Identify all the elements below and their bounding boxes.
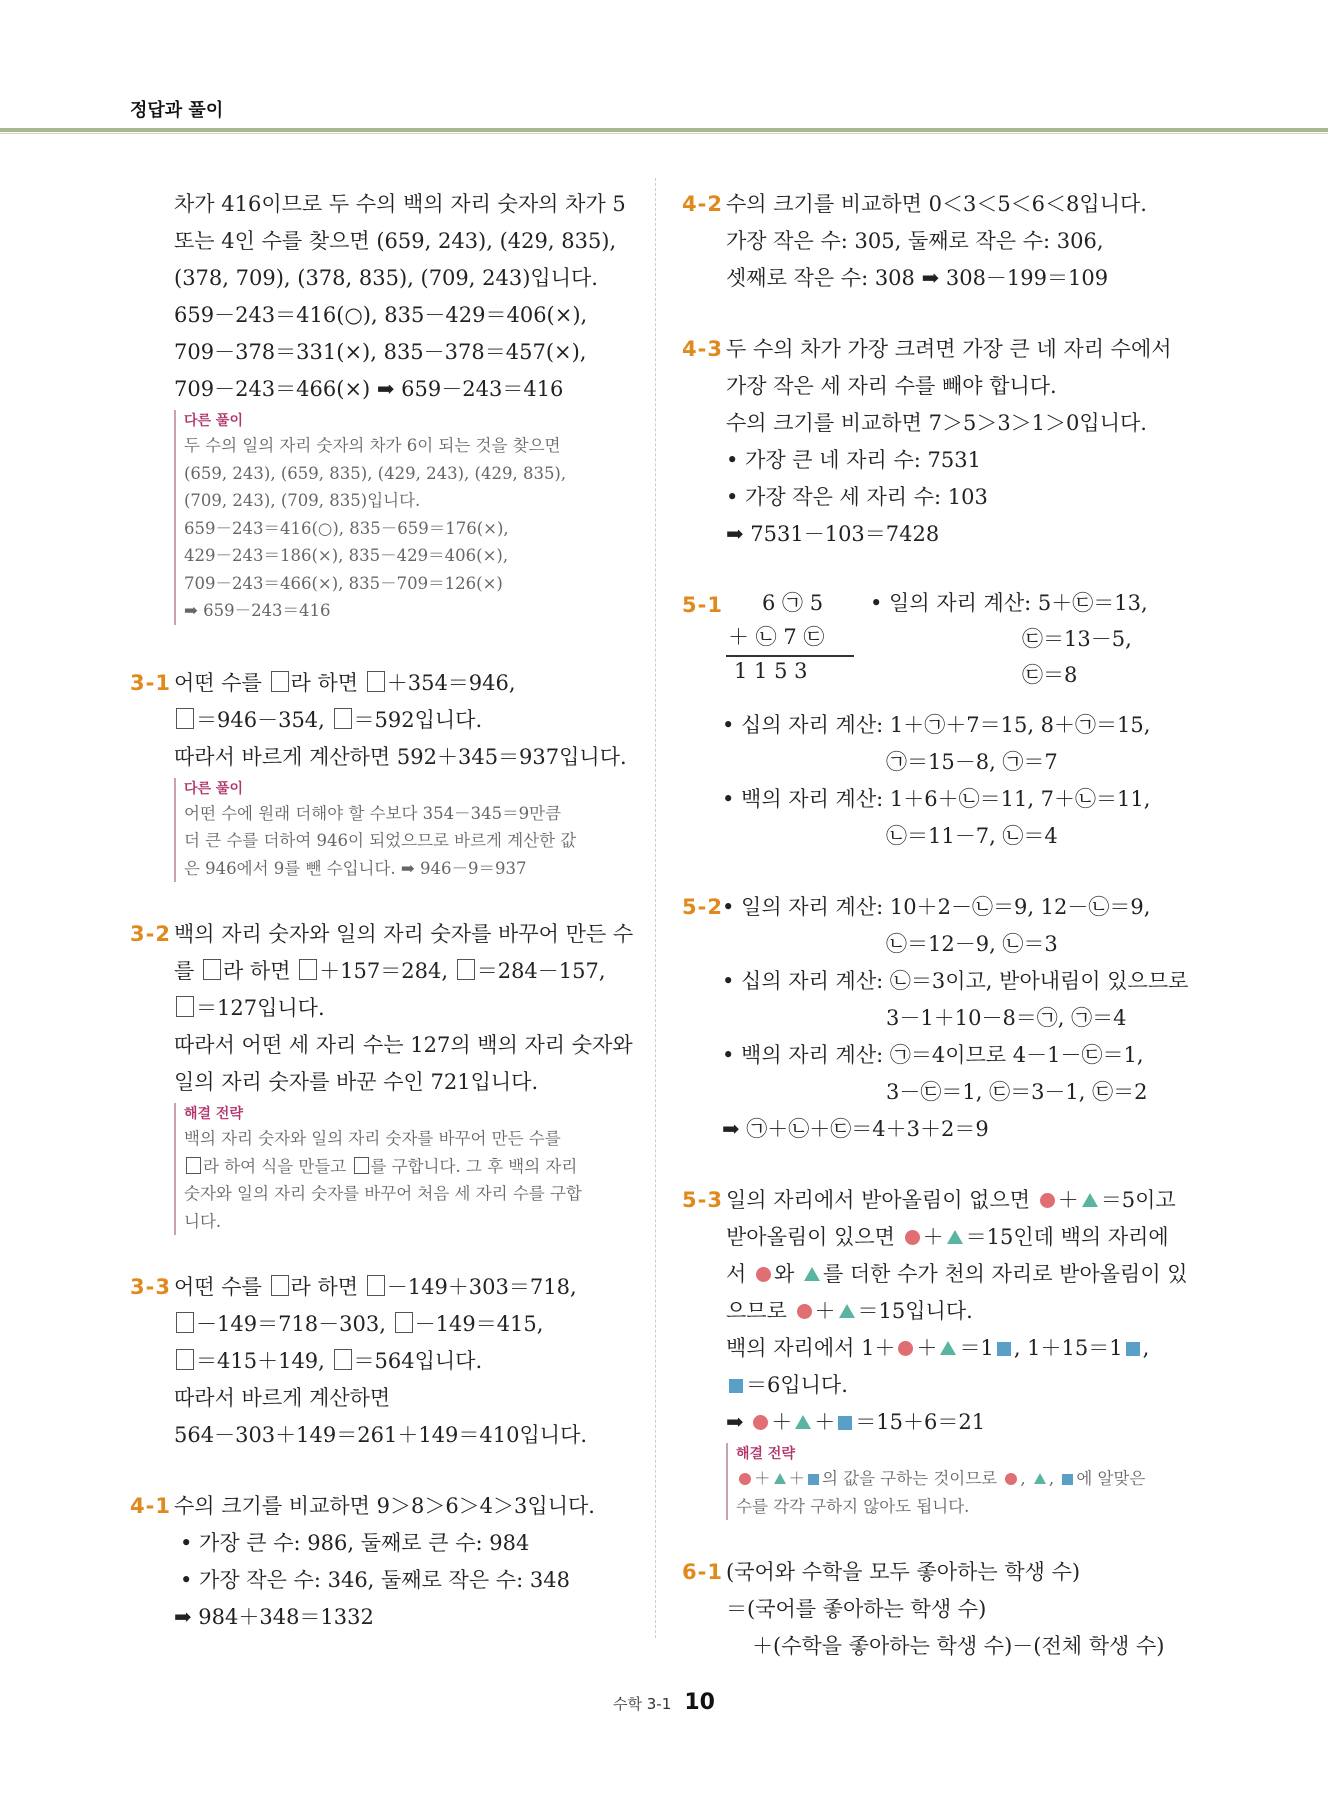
circle-icon (756, 1267, 771, 1282)
text-line: • 일의 자리 계산: 5＋㉢＝13, (870, 591, 1148, 615)
text-line: ＝415＋149, ＝564입니다. (174, 1343, 630, 1380)
blank-box-icon (299, 959, 317, 980)
problem-5-1 (682, 587, 1202, 855)
note-line: 709－243＝466(×), 835－709＝126(×) (184, 573, 503, 593)
square-icon (997, 1342, 1011, 1356)
note-line: (659, 243), (659, 835), (429, 243), (429, 835), (184, 463, 567, 483)
blank-box-icon (203, 959, 221, 980)
header-rule (0, 128, 1328, 132)
text-line: ＝(국어를 좋아하는 학생 수) (726, 1597, 987, 1621)
square-icon (838, 1416, 852, 1430)
problem-3-3 (130, 1269, 630, 1454)
square-icon (808, 1474, 819, 1485)
problem-number: 4-2 (682, 192, 723, 216)
text-line: ➡ ㉠＋㉡＋㉢＝4＋3＋2＝9 (722, 1117, 989, 1141)
triangle-icon (804, 1267, 820, 1281)
triangle-icon (1034, 1473, 1046, 1484)
page-footer (0, 1690, 1328, 1715)
blank-box-icon (354, 1157, 369, 1174)
text-line: ➡ ＋ ＋ ＝15＋6＝21 (726, 1410, 986, 1434)
triangle-icon (947, 1230, 963, 1244)
circle-icon (753, 1415, 768, 1430)
problem-4-2 (682, 186, 1202, 297)
note-title: 해결 전략 (736, 1446, 795, 1462)
problem-number: 5-2 (682, 895, 723, 919)
text-line: • 가장 큰 수: 986, 둘째로 큰 수: 984 (180, 1531, 530, 1555)
text-line: • 백의 자리 계산: 1＋6＋㉡＝11, 7＋㉡＝11, (722, 787, 1151, 811)
circle-icon (905, 1230, 920, 1245)
right-column (682, 186, 1202, 1699)
note-line: 라 하여 식을 만들고 를 구합니다. 그 후 백의 자리 (184, 1153, 630, 1181)
triangle-icon (839, 1304, 855, 1318)
text-line: ➡ 984＋348＝1332 (174, 1605, 374, 1629)
text-line: ➡ 7531－103＝7428 (726, 522, 940, 546)
text-line: ㉢＝13－5, (1022, 627, 1132, 651)
text-line: 으므로 ＋ ＝15입니다. (726, 1299, 973, 1323)
addend-row: 6 ㉠ 5 (762, 591, 824, 615)
text-line: 백의 자리 숫자와 일의 자리 숫자를 바꾸어 만든 수 (174, 922, 634, 946)
blank-box-icon (395, 1312, 413, 1333)
text-line: ㉢＝8 (1022, 663, 1078, 687)
column-divider (655, 178, 656, 1638)
blank-box-icon (176, 1349, 194, 1370)
text-line: (국어와 수학을 모두 좋아하는 학생 수) (726, 1560, 1081, 1584)
text-line: 일의 자리 숫자를 바꾼 수인 721입니다. (174, 1070, 539, 1094)
strategy-note (174, 1103, 630, 1235)
note-line: ＋ ＋ 의 값을 구하는 것이므로 , , 에 알맞은 (736, 1465, 1202, 1493)
problem-number: 3-3 (130, 1275, 171, 1299)
circle-icon (898, 1341, 913, 1356)
blank-box-icon (176, 708, 194, 729)
problem-number: 3-1 (130, 670, 171, 695)
text-line: 셋째로 작은 수: 308 ➡ 308－199＝109 (726, 266, 1109, 290)
problem-number: 5-3 (682, 1188, 723, 1212)
text-line: 두 수의 차가 가장 크려면 가장 큰 네 자리 수에서 (726, 337, 1172, 361)
text-line: ㉡＝12－9, ㉡＝3 (886, 932, 1058, 956)
text-line: 709－243＝466(×) ➡ 659－243＝416 (174, 377, 564, 401)
text-line: • 백의 자리 계산: ㉠＝4이므로 4－1－㉢＝1, (722, 1043, 1144, 1067)
text-line: 가장 작은 세 자리 수를 빼야 합니다. (726, 374, 1057, 398)
square-icon (1126, 1342, 1140, 1356)
text-line: • 일의 자리 계산: 10＋2－㉡＝9, 12－㉡＝9, (722, 895, 1151, 919)
note-title: 다른 풀이 (184, 413, 243, 429)
text-line: • 십의 자리 계산: ㉡＝3이고, 받아내림이 있으므로 (722, 969, 1189, 993)
blank-box-icon (176, 996, 194, 1017)
square-icon (1062, 1474, 1073, 1485)
problem-4-3 (682, 331, 1202, 553)
text-line: 659－243＝416(○), 835－429＝406(×), (174, 303, 588, 327)
problem-number: 5-1 (682, 593, 723, 617)
text-line: 따라서 어떤 세 자리 수는 127의 백의 자리 숫자와 (174, 1033, 633, 1057)
problem-number: 3-2 (130, 922, 171, 946)
note-line: 숫자와 일의 자리 숫자를 바꾸어 처음 세 자리 수를 구합 (184, 1184, 582, 1203)
text-line: 어떤 수를 라 하면 ＋354＝946, (174, 670, 516, 695)
text-line: ㉡＝11－7, ㉡＝4 (886, 824, 1058, 848)
square-icon (729, 1379, 743, 1393)
text-line: 또는 4인 수를 찾으면 (659, 243), (429, 835), (174, 229, 617, 253)
problem-number: 6-1 (682, 1560, 723, 1584)
note-title: 해결 전략 (184, 1106, 243, 1122)
alt-solution-note (174, 410, 630, 625)
addend-row: ＋ ㉡ 7 ㉢ (728, 625, 825, 649)
triangle-icon (1082, 1193, 1098, 1207)
text-line: 따라서 바르게 계산하면 (174, 1386, 391, 1410)
circle-icon (1040, 1193, 1055, 1208)
text-line: 가장 작은 수: 305, 둘째로 작은 수: 306, (726, 229, 1104, 253)
blank-box-icon (176, 1312, 194, 1333)
note-line: 니다. (184, 1211, 222, 1231)
note-line: 659－243＝416(○), 835－659＝176(×), (184, 518, 509, 538)
page-number: 10 (684, 1690, 715, 1715)
text-line: 709－378＝331(×), 835－378＝457(×), (174, 340, 587, 364)
note-line: 어떤 수에 원래 더해야 할 수보다 354－345＝9만큼 (184, 803, 562, 823)
triangle-icon (795, 1415, 811, 1429)
text-line: 일의 자리에서 받아올림이 없으면 ＋ ＝5이고 (726, 1188, 1176, 1212)
problem-number: 4-3 (682, 337, 723, 361)
problem-5-2 (682, 889, 1202, 1148)
text-line: 따라서 바르게 계산하면 592＋345＝937입니다. (174, 744, 627, 769)
problem-number: 4-1 (130, 1494, 171, 1518)
circle-icon (1005, 1473, 1017, 1485)
blank-box-icon (271, 671, 289, 692)
circle-icon (739, 1473, 751, 1485)
note-title: 다른 풀이 (184, 780, 243, 797)
text-line: ＝6입니다. (726, 1367, 1202, 1404)
text-line: 받아올림이 있으면 ＋ ＝15인데 백의 자리에 (726, 1225, 1169, 1249)
page-header (0, 0, 1328, 132)
text-line: 어떤 수를 라 하면 －149＋303＝718, (174, 1275, 577, 1299)
note-line: 백의 자리 숫자와 일의 자리 숫자를 바꾸어 만든 수를 (184, 1129, 561, 1148)
text-line: 수의 크기를 비교하면 9＞8＞6＞4＞3입니다. (174, 1494, 595, 1518)
left-column (130, 186, 634, 1670)
text-line: 차가 416이므로 두 수의 백의 자리 숫자의 차가 5 (174, 192, 626, 216)
intro-solution (130, 186, 630, 625)
text-line: • 십의 자리 계산: 1＋㉠＋7＝15, 8＋㉠＝15, (722, 713, 1151, 737)
note-line: 두 수의 일의 자리 숫자의 차가 6이 되는 것을 찾으면 (184, 436, 561, 455)
text-line: ＝946－354, ＝592입니다. (174, 702, 630, 739)
vertical-addition (682, 587, 1202, 707)
text-line: • 가장 작은 수: 346, 둘째로 작은 수: 348 (180, 1568, 570, 1592)
sum-row: 1 1 5 3 (734, 659, 808, 683)
blank-box-icon (271, 1275, 289, 1296)
text-line: 를 라 하면 ＋157＝284, ＝284－157, (174, 959, 606, 983)
text-line: 서 와 를 더한 수가 천의 자리로 받아올림이 있 (726, 1262, 1188, 1286)
triangle-icon (774, 1473, 786, 1484)
blank-box-icon (367, 671, 385, 692)
strategy-note (726, 1443, 1202, 1520)
problem-6-1 (682, 1554, 1202, 1665)
header-title: 정답과 풀이 (130, 100, 224, 121)
note-line: 수를 각각 구하지 않아도 됩니다. (736, 1496, 970, 1516)
blank-box-icon (334, 708, 352, 729)
text-line: • 가장 작은 세 자리 수: 103 (726, 485, 988, 509)
sum-rule (726, 655, 854, 657)
text-line: 3－1＋10－8＝㉠, ㉠＝4 (886, 1006, 1127, 1030)
text-line: 수의 크기를 비교하면 7＞5＞3＞1＞0입니다. (726, 411, 1147, 435)
problem-4-1 (130, 1488, 630, 1636)
text-line: 수의 크기를 비교하면 0＜3＜5＜6＜8입니다. (726, 192, 1147, 216)
blank-box-icon (457, 959, 475, 980)
triangle-icon (940, 1341, 956, 1355)
note-line: 더 큰 수를 더하여 946이 되었으므로 바르게 계산한 값 (184, 831, 577, 850)
note-line: (709, 243), (709, 835)입니다. (184, 491, 421, 510)
text-line: • 가장 큰 네 자리 수: 7531 (726, 448, 981, 472)
problem-3-1 (130, 665, 630, 883)
blank-box-icon (334, 1349, 352, 1370)
blank-box-icon (367, 1275, 385, 1296)
problem-5-3 (682, 1182, 1202, 1520)
text-line: －149＝718－303, －149＝415, (174, 1306, 630, 1343)
note-line: 429－243＝186(×), 835－429＝406(×), (184, 546, 509, 565)
text-line: ＝127입니다. (174, 990, 630, 1027)
circle-icon (797, 1304, 812, 1319)
alt-solution-note (174, 778, 630, 883)
text-line: ＋(수학을 좋아하는 학생 수)－(전체 학생 수) (752, 1634, 1165, 1658)
note-line: 은 946에서 9를 뺀 수입니다. ➡ 946－9＝937 (184, 858, 527, 878)
footer-subject: 수학 3-1 (613, 1695, 672, 1713)
text-line: 564－303＋149＝261＋149＝410입니다. (174, 1423, 588, 1447)
text-line: 3－㉢＝1, ㉢＝3－1, ㉢＝2 (886, 1080, 1148, 1104)
text-line: 백의 자리에서 1＋ ＋ ＝1 , 1＋15＝1 , (726, 1336, 1150, 1360)
note-line: ➡ 659－243＝416 (184, 601, 331, 620)
text-line: (378, 709), (378, 835), (709, 243)입니다. (174, 266, 598, 290)
text-line: ㉠＝15－8, ㉠＝7 (886, 750, 1058, 774)
header-rule-thin (0, 133, 1328, 134)
blank-box-icon (186, 1157, 201, 1174)
problem-3-2 (130, 916, 634, 1235)
